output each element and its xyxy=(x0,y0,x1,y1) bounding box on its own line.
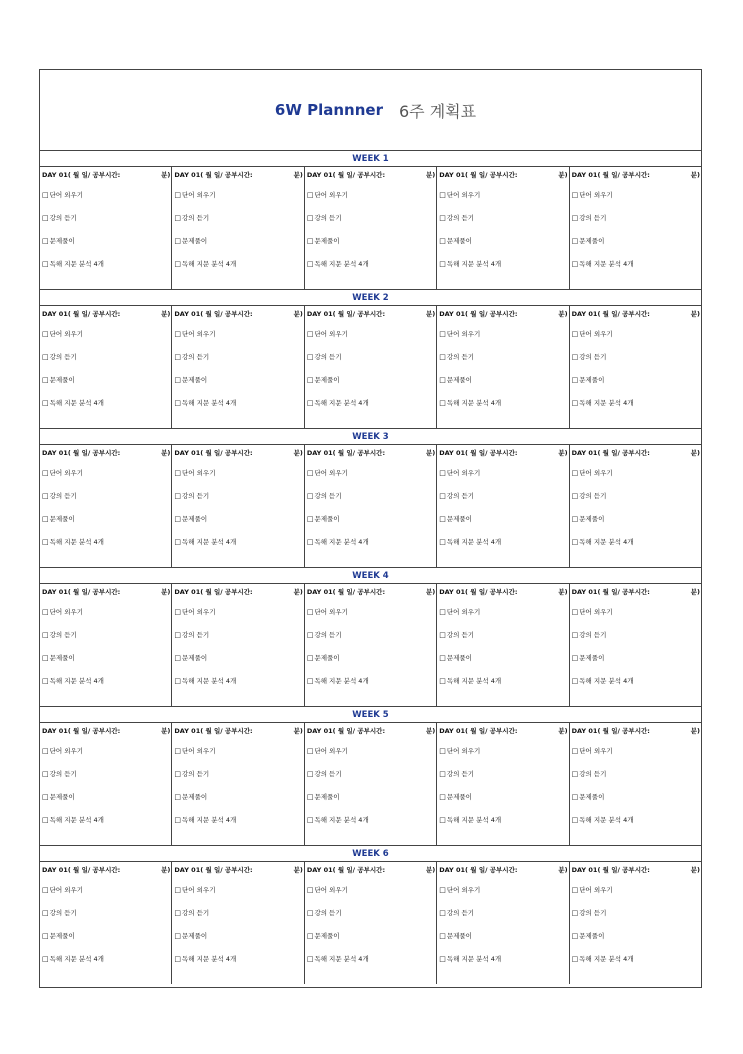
task-checkbox-item[interactable]: □ 독해 지문 분석 4개 xyxy=(439,253,567,276)
day-cell xyxy=(40,584,172,706)
day-label-end: 분) xyxy=(690,866,701,874)
task-checkbox-item[interactable]: □ 강의 듣기 xyxy=(174,902,302,925)
day-label: DAY 01( 월 일/ 공부시간: xyxy=(174,588,253,596)
task-checkbox-item[interactable]: □ 독해 지문 분석 4개 xyxy=(42,670,170,693)
week-header: WEEK 2 xyxy=(40,290,701,306)
task-checkbox-item[interactable]: □ 단어 외우기 xyxy=(439,879,567,902)
day-label: DAY 01( 월 일/ 공부시간: xyxy=(42,449,121,457)
task-checkbox-item[interactable]: □ 문제풀이 xyxy=(439,230,567,253)
task-checkbox-item[interactable]: □ 단어 외우기 xyxy=(174,601,302,624)
task-checkbox-item[interactable]: □ 문제풀이 xyxy=(42,925,170,948)
day-cell xyxy=(305,306,437,428)
task-checkbox-item[interactable]: □ 강의 듣기 xyxy=(572,624,700,647)
days-row xyxy=(40,306,701,428)
task-checkbox-item[interactable]: □ 단어 외우기 xyxy=(174,184,302,207)
task-checkbox-item[interactable]: □ 강의 듣기 xyxy=(439,207,567,230)
week-header: WEEK 3 xyxy=(40,429,701,445)
task-checkbox-item[interactable]: □ 독해 지문 분석 4개 xyxy=(572,253,700,276)
task-checkbox-item[interactable]: □ 강의 듣기 xyxy=(307,207,435,230)
day-header xyxy=(174,167,302,184)
week-section xyxy=(40,846,701,985)
task-checkbox-item[interactable]: □ 독해 지문 분석 4개 xyxy=(439,809,567,832)
task-checkbox-item[interactable]: □ 강의 듣기 xyxy=(307,346,435,369)
task-checkbox-item[interactable]: □ 강의 듣기 xyxy=(42,207,170,230)
day-label: DAY 01( 월 일/ 공부시간: xyxy=(306,727,386,735)
title-box xyxy=(40,70,701,151)
task-checkbox-item[interactable]: □ 문제풀이 xyxy=(307,786,435,809)
task-checkbox-item[interactable]: □ 단어 외우기 xyxy=(307,462,435,485)
day-label: DAY 01( 월 일/ 공부시간: xyxy=(174,310,253,318)
day-header xyxy=(572,445,700,462)
day-header xyxy=(42,862,170,879)
task-checkbox-item[interactable]: □ 독해 지문 분석 4개 xyxy=(572,670,700,693)
day-cell xyxy=(305,167,437,289)
task-checkbox-item[interactable]: □ 단어 외우기 xyxy=(572,462,700,485)
days-row xyxy=(40,862,701,984)
day-cell xyxy=(40,445,172,567)
task-checkbox-item[interactable]: □ 단어 외우기 xyxy=(307,879,435,902)
week-header: WEEK 4 xyxy=(40,568,701,584)
day-header xyxy=(307,167,435,184)
day-label-end: 분) xyxy=(425,588,436,596)
task-checkbox-item[interactable]: □ 강의 듣기 xyxy=(572,346,700,369)
task-checkbox-item[interactable]: □ 문제풀이 xyxy=(439,647,567,670)
task-checkbox-item[interactable]: □ 강의 듣기 xyxy=(174,763,302,786)
day-label-end: 분) xyxy=(161,588,171,596)
days-row xyxy=(40,584,701,706)
task-checkbox-item[interactable]: □ 강의 듣기 xyxy=(439,346,567,369)
day-cell xyxy=(437,584,569,706)
task-checkbox-item[interactable]: □ 강의 듣기 xyxy=(174,346,302,369)
page-subtitle: 6주 계획표 xyxy=(398,101,477,121)
task-checkbox-item[interactable]: □ 문제풀이 xyxy=(439,786,567,809)
day-cell xyxy=(40,723,172,845)
day-cell xyxy=(437,723,569,845)
task-checkbox-item[interactable]: □ 단어 외우기 xyxy=(307,740,435,763)
task-checkbox-item[interactable]: □ 독해 지문 분석 4개 xyxy=(307,253,435,276)
day-label: DAY 01( 월 일/ 공부시간: xyxy=(42,310,121,318)
day-header xyxy=(439,306,567,323)
task-checkbox-item[interactable]: □ 강의 듣기 xyxy=(307,485,435,508)
day-label-end: 분) xyxy=(161,171,171,179)
task-checkbox-item[interactable]: □ 문제풀이 xyxy=(307,925,435,948)
day-label-end: 분) xyxy=(558,310,568,318)
task-checkbox-item[interactable]: □ 단어 외우기 xyxy=(307,601,435,624)
day-label: DAY 01( 월 일/ 공부시간: xyxy=(42,727,121,735)
task-checkbox-item[interactable]: □ 독해 지문 분석 4개 xyxy=(307,809,435,832)
day-header xyxy=(572,306,700,323)
task-checkbox-item[interactable]: □ 강의 듣기 xyxy=(439,624,567,647)
task-checkbox-item[interactable]: □ 강의 듣기 xyxy=(307,763,435,786)
day-cell xyxy=(172,862,304,984)
day-label-end: 분) xyxy=(690,727,701,735)
task-checkbox-item[interactable]: □ 독해 지문 분석 4개 xyxy=(42,809,170,832)
day-header xyxy=(42,723,170,740)
task-checkbox-item[interactable]: □ 문제풀이 xyxy=(174,786,302,809)
day-label: DAY 01( 월 일/ 공부시간: xyxy=(571,588,650,596)
day-cell xyxy=(172,167,304,289)
task-checkbox-item[interactable]: □ 강의 듣기 xyxy=(42,902,170,925)
task-checkbox-item[interactable]: □ 단어 외우기 xyxy=(572,740,700,763)
task-checkbox-item[interactable]: □ 독해 지문 분석 4개 xyxy=(42,531,170,554)
task-checkbox-item[interactable]: □ 문제풀이 xyxy=(42,508,170,531)
task-checkbox-item[interactable]: □ 단어 외우기 xyxy=(307,184,435,207)
day-header xyxy=(174,584,302,601)
day-cell xyxy=(570,862,701,984)
week-section xyxy=(40,151,701,290)
day-label: DAY 01( 월 일/ 공부시간: xyxy=(174,866,253,874)
day-label-end: 분) xyxy=(425,171,436,179)
day-label-end: 분) xyxy=(293,588,303,596)
task-checkbox-item[interactable]: □ 문제풀이 xyxy=(439,369,567,392)
day-cell xyxy=(570,306,701,428)
day-label-end: 분) xyxy=(558,171,568,179)
day-label-end: 분) xyxy=(161,727,171,735)
task-checkbox-item[interactable]: □ 단어 외우기 xyxy=(439,184,567,207)
day-header xyxy=(42,445,170,462)
task-checkbox-item[interactable]: □ 강의 듣기 xyxy=(439,485,567,508)
task-checkbox-item[interactable]: □ 단어 외우기 xyxy=(572,184,700,207)
day-label-end: 분) xyxy=(161,866,171,874)
day-cell xyxy=(437,862,569,984)
day-header xyxy=(174,862,302,879)
task-checkbox-item[interactable]: □ 강의 듣기 xyxy=(572,902,700,925)
day-label: DAY 01( 월 일/ 공부시간: xyxy=(439,171,518,179)
day-label: DAY 01( 월 일/ 공부시간: xyxy=(174,449,253,457)
days-row xyxy=(40,723,701,845)
day-label-end: 분) xyxy=(293,310,303,318)
weeks-container xyxy=(40,151,701,985)
week-section xyxy=(40,707,701,846)
task-checkbox-item[interactable]: □ 독해 지문 분석 4개 xyxy=(42,948,170,971)
task-checkbox-item[interactable]: □ 강의 듣기 xyxy=(174,485,302,508)
task-checkbox-item[interactable]: □ 독해 지문 분석 4개 xyxy=(174,253,302,276)
task-checkbox-item[interactable]: □ 독해 지문 분석 4개 xyxy=(439,670,567,693)
task-checkbox-item[interactable]: □ 단어 외우기 xyxy=(174,323,302,346)
day-header xyxy=(439,723,567,740)
day-header xyxy=(307,445,435,462)
task-checkbox-item[interactable]: □ 단어 외우기 xyxy=(572,879,700,902)
day-header xyxy=(307,862,435,879)
day-header xyxy=(307,306,435,323)
task-checkbox-item[interactable]: □ 독해 지문 분석 4개 xyxy=(572,531,700,554)
task-checkbox-item[interactable]: □ 문제풀이 xyxy=(174,369,302,392)
task-checkbox-item[interactable]: □ 독해 지문 분석 4개 xyxy=(307,392,435,415)
task-checkbox-item[interactable]: □ 문제풀이 xyxy=(307,508,435,531)
week-header: WEEK 5 xyxy=(40,707,701,723)
task-checkbox-item[interactable]: □ 독해 지문 분석 4개 xyxy=(439,948,567,971)
day-header xyxy=(439,584,567,601)
day-header xyxy=(439,167,567,184)
day-header xyxy=(572,723,700,740)
day-label: DAY 01( 월 일/ 공부시간: xyxy=(571,727,650,735)
day-header xyxy=(174,723,302,740)
day-cell xyxy=(40,167,172,289)
week-header: WEEK 1 xyxy=(40,151,701,167)
day-label-end: 분) xyxy=(690,449,701,457)
day-header xyxy=(439,445,567,462)
task-checkbox-item[interactable]: □ 단어 외우기 xyxy=(42,323,170,346)
planner-page xyxy=(39,69,702,988)
day-cell xyxy=(305,862,437,984)
task-checkbox-item[interactable]: □ 강의 듣기 xyxy=(439,763,567,786)
day-label: DAY 01( 월 일/ 공부시간: xyxy=(571,449,650,457)
day-header xyxy=(174,306,302,323)
task-checkbox-item[interactable]: □ 단어 외우기 xyxy=(42,462,170,485)
day-cell xyxy=(305,445,437,567)
task-checkbox-item[interactable]: □ 독해 지문 분석 4개 xyxy=(307,531,435,554)
day-label: DAY 01( 월 일/ 공부시간: xyxy=(439,449,518,457)
day-label: DAY 01( 월 일/ 공부시간: xyxy=(571,866,650,874)
day-label: DAY 01( 월 일/ 공부시간: xyxy=(306,588,386,596)
task-checkbox-item[interactable]: □ 강의 듣기 xyxy=(307,624,435,647)
day-label-end: 분) xyxy=(690,310,701,318)
task-checkbox-item[interactable]: □ 독해 지문 분석 4개 xyxy=(307,948,435,971)
day-cell xyxy=(437,445,569,567)
day-label: DAY 01( 월 일/ 공부시간: xyxy=(571,171,650,179)
day-cell xyxy=(172,445,304,567)
day-header xyxy=(42,167,170,184)
day-header xyxy=(174,445,302,462)
day-label-end: 분) xyxy=(293,449,303,457)
task-checkbox-item[interactable]: □ 문제풀이 xyxy=(572,647,700,670)
day-label: DAY 01( 월 일/ 공부시간: xyxy=(439,727,518,735)
task-checkbox-item[interactable]: □ 문제풀이 xyxy=(174,647,302,670)
day-cell xyxy=(172,723,304,845)
task-checkbox-item[interactable]: □ 독해 지문 분석 4개 xyxy=(572,948,700,971)
task-checkbox-item[interactable]: □ 강의 듣기 xyxy=(572,485,700,508)
task-checkbox-item[interactable]: □ 문제풀이 xyxy=(307,230,435,253)
days-row xyxy=(40,167,701,289)
day-cell xyxy=(305,723,437,845)
task-checkbox-item[interactable]: □ 단어 외우기 xyxy=(42,601,170,624)
day-label: DAY 01( 월 일/ 공부시간: xyxy=(306,449,386,457)
task-checkbox-item[interactable]: □ 문제풀이 xyxy=(42,230,170,253)
task-checkbox-item[interactable]: □ 단어 외우기 xyxy=(174,879,302,902)
day-label: DAY 01( 월 일/ 공부시간: xyxy=(571,310,650,318)
day-label: DAY 01( 월 일/ 공부시간: xyxy=(42,588,121,596)
task-checkbox-item[interactable]: □ 독해 지문 분석 4개 xyxy=(174,809,302,832)
task-checkbox-item[interactable]: □ 문제풀이 xyxy=(307,369,435,392)
task-checkbox-item[interactable]: □ 문제풀이 xyxy=(572,230,700,253)
task-checkbox-item[interactable]: □ 단어 외우기 xyxy=(174,740,302,763)
task-checkbox-item[interactable]: □ 강의 듣기 xyxy=(42,485,170,508)
task-checkbox-item[interactable]: □ 독해 지문 분석 4개 xyxy=(572,809,700,832)
task-checkbox-item[interactable]: □ 문제풀이 xyxy=(42,647,170,670)
task-checkbox-item[interactable]: □ 독해 지문 분석 4개 xyxy=(174,531,302,554)
day-label-end: 분) xyxy=(161,310,171,318)
day-label: DAY 01( 월 일/ 공부시간: xyxy=(42,171,121,179)
task-checkbox-item[interactable]: □ 문제풀이 xyxy=(174,508,302,531)
task-checkbox-item[interactable]: □ 강의 듣기 xyxy=(174,207,302,230)
days-row xyxy=(40,445,701,567)
day-label: DAY 01( 월 일/ 공부시간: xyxy=(306,310,386,318)
day-label-end: 분) xyxy=(558,866,568,874)
task-checkbox-item[interactable]: □ 강의 듣기 xyxy=(42,346,170,369)
day-cell xyxy=(305,584,437,706)
day-label-end: 분) xyxy=(293,727,303,735)
task-checkbox-item[interactable]: □ 단어 외우기 xyxy=(439,323,567,346)
day-label-end: 분) xyxy=(425,866,436,874)
day-cell xyxy=(40,862,172,984)
day-label: DAY 01( 월 일/ 공부시간: xyxy=(439,866,518,874)
week-section xyxy=(40,290,701,429)
task-checkbox-item[interactable]: □ 단어 외우기 xyxy=(42,879,170,902)
day-header xyxy=(307,584,435,601)
day-label-end: 분) xyxy=(558,588,568,596)
task-checkbox-item[interactable]: □ 독해 지문 분석 4개 xyxy=(572,392,700,415)
task-checkbox-item[interactable]: □ 단어 외우기 xyxy=(42,740,170,763)
day-label-end: 분) xyxy=(161,449,171,457)
task-checkbox-item[interactable]: □ 독해 지문 분석 4개 xyxy=(174,670,302,693)
task-checkbox-item[interactable]: □ 문제풀이 xyxy=(42,786,170,809)
task-checkbox-item[interactable]: □ 문제풀이 xyxy=(307,647,435,670)
task-checkbox-item[interactable]: □ 강의 듣기 xyxy=(572,207,700,230)
day-header xyxy=(307,723,435,740)
task-checkbox-item[interactable]: □ 독해 지문 분석 4개 xyxy=(174,392,302,415)
day-label: DAY 01( 월 일/ 공부시간: xyxy=(174,171,253,179)
day-label: DAY 01( 월 일/ 공부시간: xyxy=(42,866,121,874)
task-checkbox-item[interactable]: □ 독해 지문 분석 4개 xyxy=(307,670,435,693)
task-checkbox-item[interactable]: □ 문제풀이 xyxy=(42,369,170,392)
task-checkbox-item[interactable]: □ 단어 외우기 xyxy=(307,323,435,346)
day-label-end: 분) xyxy=(690,588,701,596)
task-checkbox-item[interactable]: □ 단어 외우기 xyxy=(439,601,567,624)
day-cell xyxy=(437,306,569,428)
task-checkbox-item[interactable]: □ 문제풀이 xyxy=(174,230,302,253)
day-header xyxy=(42,584,170,601)
task-checkbox-item[interactable]: □ 단어 외우기 xyxy=(572,323,700,346)
task-checkbox-item[interactable]: □ 독해 지문 분석 4개 xyxy=(42,253,170,276)
day-label-end: 분) xyxy=(558,727,568,735)
task-checkbox-item[interactable]: □ 단어 외우기 xyxy=(439,462,567,485)
day-label: DAY 01( 월 일/ 공부시간: xyxy=(306,171,386,179)
task-checkbox-item[interactable]: □ 강의 듣기 xyxy=(307,902,435,925)
day-cell xyxy=(570,167,701,289)
day-header xyxy=(572,167,700,184)
day-cell xyxy=(172,584,304,706)
task-checkbox-item[interactable]: □ 단어 외우기 xyxy=(174,462,302,485)
day-cell xyxy=(437,167,569,289)
task-checkbox-item[interactable]: □ 문제풀이 xyxy=(439,508,567,531)
week-header: WEEK 6 xyxy=(40,846,701,862)
page-title: 6W Plannner xyxy=(274,101,383,119)
day-label-end: 분) xyxy=(293,866,303,874)
day-label-end: 분) xyxy=(425,727,436,735)
task-checkbox-item[interactable]: □ 강의 듣기 xyxy=(42,624,170,647)
task-checkbox-item[interactable]: □ 강의 듣기 xyxy=(42,763,170,786)
day-label-end: 분) xyxy=(690,171,701,179)
task-checkbox-item[interactable]: □ 독해 지문 분석 4개 xyxy=(439,531,567,554)
task-checkbox-item[interactable]: □ 문제풀이 xyxy=(572,369,700,392)
day-cell xyxy=(570,723,701,845)
day-cell xyxy=(570,584,701,706)
task-checkbox-item[interactable]: □ 문제풀이 xyxy=(572,925,700,948)
task-checkbox-item[interactable]: □ 단어 외우기 xyxy=(439,740,567,763)
week-section xyxy=(40,568,701,707)
day-header xyxy=(572,584,700,601)
task-checkbox-item[interactable]: □ 문제풀이 xyxy=(572,786,700,809)
task-checkbox-item[interactable]: □ 강의 듣기 xyxy=(439,902,567,925)
week-section xyxy=(40,429,701,568)
task-checkbox-item[interactable]: □ 문제풀이 xyxy=(572,508,700,531)
day-label: DAY 01( 월 일/ 공부시간: xyxy=(439,310,518,318)
day-header xyxy=(572,862,700,879)
day-label-end: 분) xyxy=(293,171,303,179)
task-checkbox-item[interactable]: □ 강의 듣기 xyxy=(572,763,700,786)
day-label-end: 분) xyxy=(425,449,436,457)
task-checkbox-item[interactable]: □ 문제풀이 xyxy=(174,925,302,948)
task-checkbox-item[interactable]: □ 단어 외우기 xyxy=(42,184,170,207)
day-label: DAY 01( 월 일/ 공부시간: xyxy=(174,727,253,735)
day-cell xyxy=(570,445,701,567)
task-checkbox-item[interactable]: □ 강의 듣기 xyxy=(174,624,302,647)
day-label-end: 분) xyxy=(425,310,436,318)
day-label: DAY 01( 월 일/ 공부시간: xyxy=(306,866,386,874)
day-cell xyxy=(172,306,304,428)
task-checkbox-item[interactable]: □ 단어 외우기 xyxy=(572,601,700,624)
task-checkbox-item[interactable]: □ 문제풀이 xyxy=(439,925,567,948)
day-cell xyxy=(40,306,172,428)
day-header xyxy=(42,306,170,323)
task-checkbox-item[interactable]: □ 독해 지문 분석 4개 xyxy=(439,392,567,415)
task-checkbox-item[interactable]: □ 독해 지문 분석 4개 xyxy=(42,392,170,415)
day-label: DAY 01( 월 일/ 공부시간: xyxy=(439,588,518,596)
day-label-end: 분) xyxy=(558,449,568,457)
day-header xyxy=(439,862,567,879)
task-checkbox-item[interactable]: □ 독해 지문 분석 4개 xyxy=(174,948,302,971)
